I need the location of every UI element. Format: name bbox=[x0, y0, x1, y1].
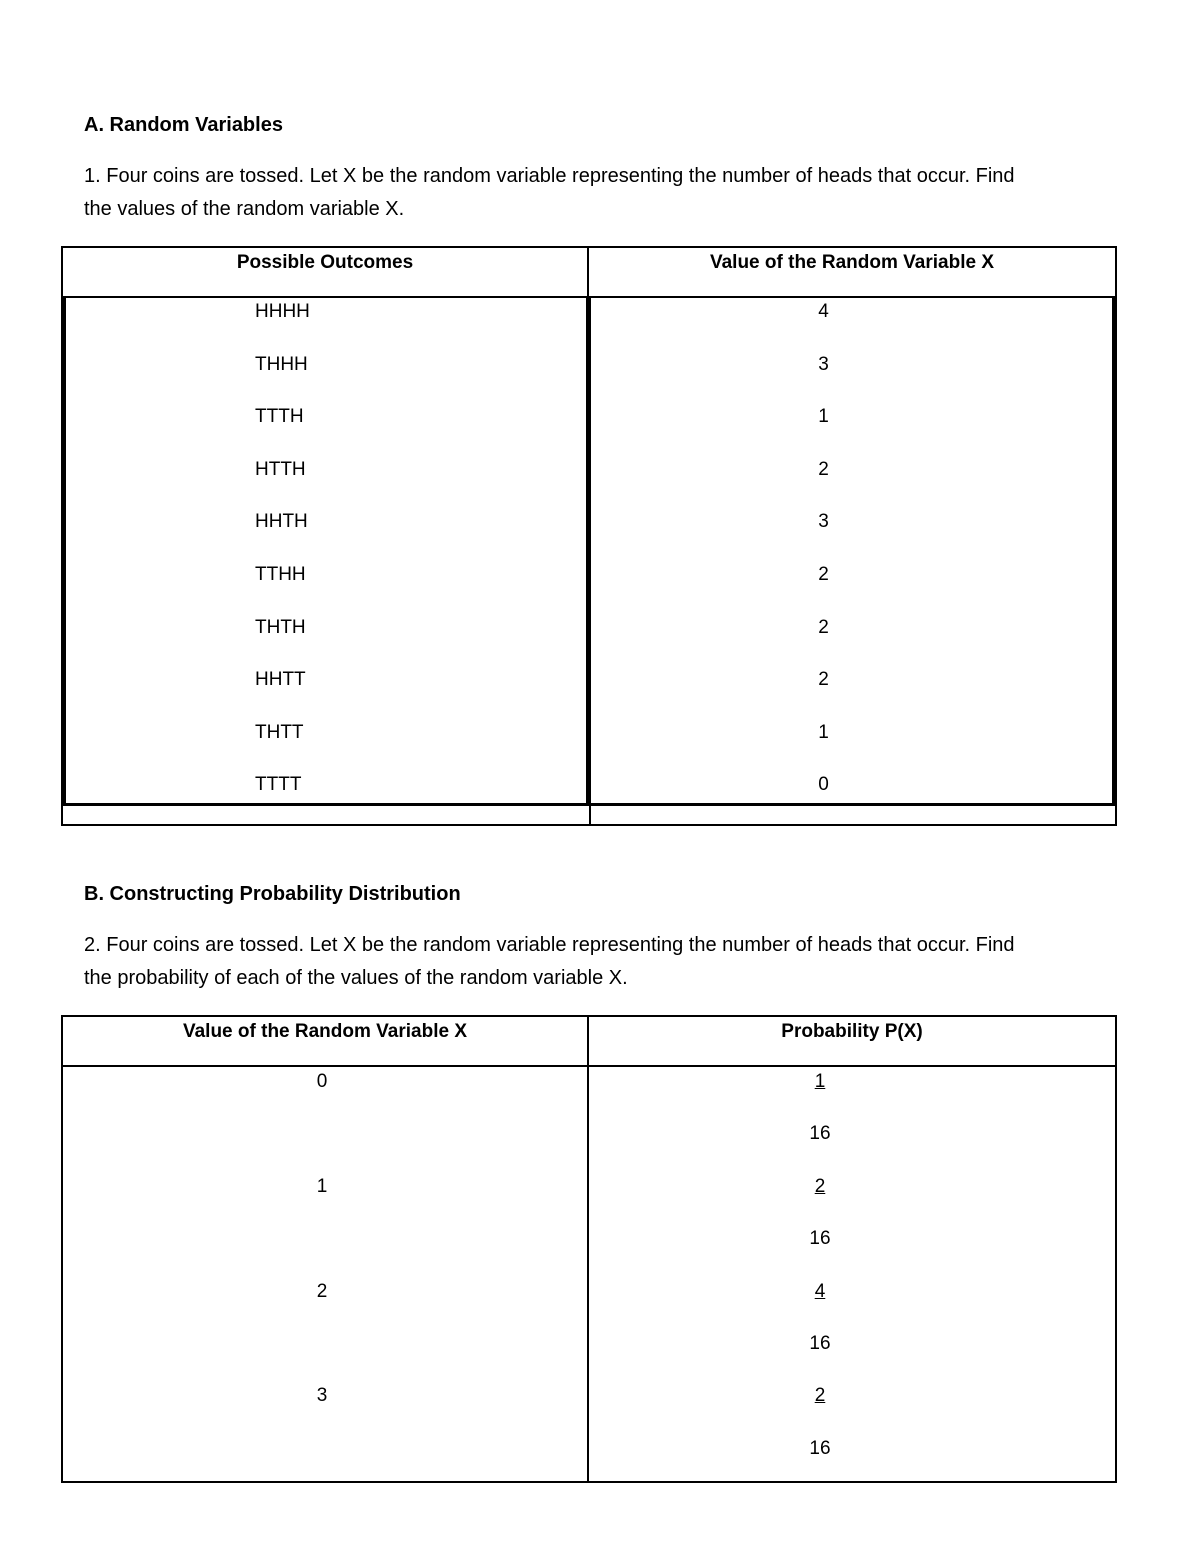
empty-cell bbox=[63, 1329, 587, 1381]
probability-denominator: 16 bbox=[809, 1332, 831, 1354]
numerator-text: 2 bbox=[814, 1385, 826, 1407]
probability-denominator: 16 bbox=[809, 1228, 831, 1250]
empty-cell bbox=[63, 1119, 587, 1171]
value-cell: 2 bbox=[818, 563, 829, 585]
value-cell: 0 bbox=[818, 774, 829, 796]
empty-cell bbox=[63, 1434, 587, 1486]
outcome-cell: TTTT bbox=[255, 774, 302, 796]
header-value-x: Value of the Random Variable X bbox=[63, 1017, 589, 1065]
probability-table bbox=[61, 1015, 1117, 1483]
probability-numerator bbox=[589, 1277, 1115, 1329]
x-values-column bbox=[63, 1067, 589, 1483]
outcome-cell: HHHH bbox=[255, 301, 310, 322]
value-cell: 4 bbox=[818, 301, 829, 322]
header-probability: Probability P(X) bbox=[781, 1021, 923, 1042]
probability-denominator: 16 bbox=[809, 1437, 831, 1459]
outcome-cell: THTH bbox=[255, 616, 306, 638]
value-cell: 2 bbox=[818, 458, 829, 480]
probability-column bbox=[589, 1067, 1115, 1483]
question-line: the values of the random variable X. bbox=[84, 198, 405, 220]
x-value-cell: 2 bbox=[316, 1280, 328, 1302]
value-cell: 1 bbox=[818, 721, 829, 743]
value-cell: 3 bbox=[818, 511, 829, 533]
outcome-cell: THTT bbox=[255, 721, 304, 743]
value-cell: 3 bbox=[818, 353, 829, 375]
outcome-cell: TTHH bbox=[255, 563, 306, 585]
probability-numerator bbox=[589, 1067, 1115, 1119]
outcome-cell: HHTH bbox=[255, 511, 308, 533]
value-cell: 1 bbox=[818, 406, 829, 428]
header-value-x: Value of the Random Variable X bbox=[709, 252, 995, 273]
outcome-cell: HHTT bbox=[255, 669, 306, 691]
numerator-text: 2 bbox=[814, 1175, 826, 1197]
question-line: the probability of each of the values of the random variable X. bbox=[84, 967, 628, 989]
table-header bbox=[63, 1017, 1115, 1067]
section-a-question bbox=[84, 160, 1124, 226]
outcome-cell: TTTH bbox=[255, 406, 304, 428]
section-b-heading: B. Constructing Probability Distribution bbox=[84, 883, 461, 905]
outcomes-column bbox=[63, 298, 589, 806]
question-line: 2. Four coins are tossed. Let X be the random variable representing the number of heads that occur. Find bbox=[84, 934, 1015, 956]
probability-numerator bbox=[589, 1381, 1115, 1433]
numerator-text: 1 bbox=[814, 1071, 826, 1092]
outcomes-table bbox=[61, 246, 1117, 826]
value-cell: 2 bbox=[818, 616, 829, 638]
x-value-cell: 0 bbox=[316, 1071, 328, 1092]
outcome-cell: THHH bbox=[255, 353, 308, 375]
section-b-question bbox=[84, 929, 1124, 995]
table-header bbox=[63, 248, 1115, 298]
values-column bbox=[589, 298, 1115, 806]
outcome-cell: HTTH bbox=[255, 458, 306, 480]
header-possible-outcomes: Possible Outcomes bbox=[63, 248, 589, 296]
value-cell: 2 bbox=[818, 669, 829, 691]
probability-numerator bbox=[589, 1172, 1115, 1224]
question-line: 1. Four coins are tossed. Let X be the random variable representing the number of heads that occur. Find bbox=[84, 165, 1015, 187]
x-value-cell: 1 bbox=[316, 1175, 328, 1197]
section-a-heading: A. Random Variables bbox=[84, 114, 283, 136]
x-value-cell: 3 bbox=[316, 1385, 328, 1407]
numerator-text: 4 bbox=[814, 1280, 826, 1302]
empty-cell bbox=[63, 1224, 587, 1276]
probability-denominator: 16 bbox=[809, 1123, 831, 1145]
